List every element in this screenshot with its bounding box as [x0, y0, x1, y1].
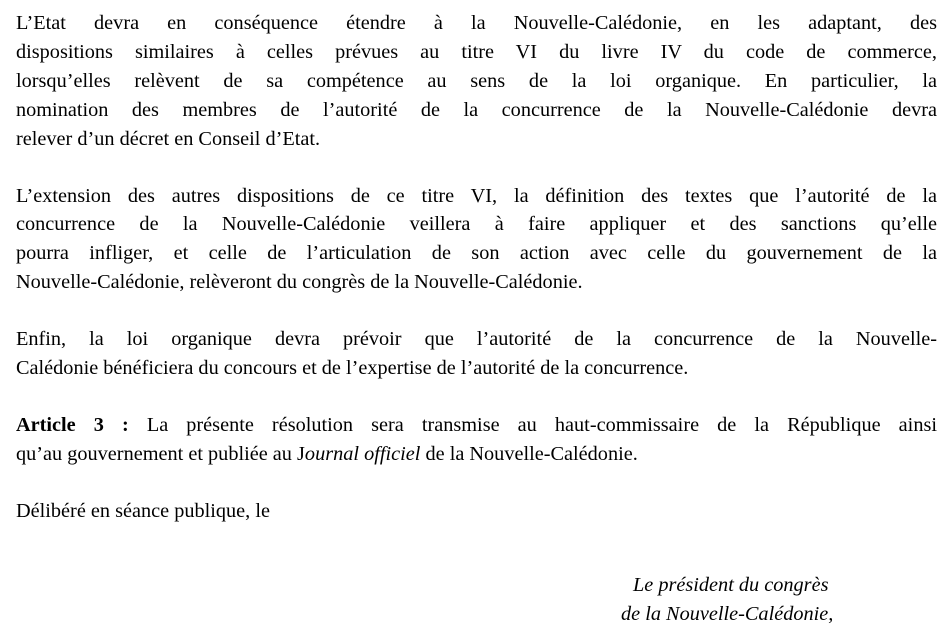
text-line: nomination des membres de l’autorité de la concurrence de la Nouvelle-Calédonie devra	[16, 98, 937, 121]
text-line	[16, 440, 937, 469]
signature-title: Le président du congrès	[633, 574, 829, 596]
text-line: Délibéré en séance publique, le	[16, 499, 270, 522]
text-line: Calédonie bénéficiera du concours et de l’expertise de l’autorité de la concurrence.	[16, 357, 689, 380]
paragraph-loi-organique	[16, 325, 937, 383]
article-text: qu’au gouvernement et publiée au J	[16, 442, 305, 465]
signature-institution: de la Nouvelle-Calédonie,	[621, 602, 834, 625]
journal-officiel-title: ournal officiel	[304, 442, 421, 465]
text-line: pourra infliger, et celle de l’articulation de son action avec celle du gouvernement de la	[16, 242, 937, 265]
article-text: de la Nouvelle-Calédonie.	[420, 442, 638, 465]
text-line: dispositions similaires à celles prévues au titre VI du livre IV du code de commerce,	[16, 40, 937, 63]
text-line: lorsqu’elles relèvent de sa compétence au sens de la loi organique. En particulier, la	[16, 69, 937, 92]
text-line: Enfin, la loi organique devra prévoir que l’autorité de la concurrence de la Nouvelle-	[16, 328, 937, 351]
paragraph-spacer	[16, 383, 937, 411]
paragraph-spacer	[16, 297, 937, 325]
deliberation-line	[16, 497, 937, 526]
article-text: La présente résolution sera transmise au haut-commissaire de la République ainsi	[128, 413, 937, 436]
article-3	[16, 411, 937, 469]
document-page	[16, 9, 937, 526]
paragraph-spacer	[16, 469, 937, 497]
paragraph-etat-extension	[16, 9, 937, 154]
article-label: Article 3 :	[16, 413, 129, 436]
text-line: L’extension des autres dispositions de ce titre VI, la définition des textes que l’autorité de la	[16, 184, 937, 207]
text-line: concurrence de la Nouvelle-Calédonie veillera à faire appliquer et des sanctions qu’elle	[16, 213, 937, 236]
paragraph-titre-vi-extension	[16, 182, 937, 298]
text-line: L’Etat devra en conséquence étendre à la Nouvelle-Calédonie, en les adaptant, des	[16, 12, 937, 34]
text-line	[16, 411, 937, 440]
paragraph-spacer	[16, 154, 937, 182]
text-line: relever d’un décret en Conseil d’Etat.	[16, 127, 321, 150]
text-line: Nouvelle-Calédonie, relèveront du congrès de la Nouvelle-Calédonie.	[16, 271, 583, 294]
